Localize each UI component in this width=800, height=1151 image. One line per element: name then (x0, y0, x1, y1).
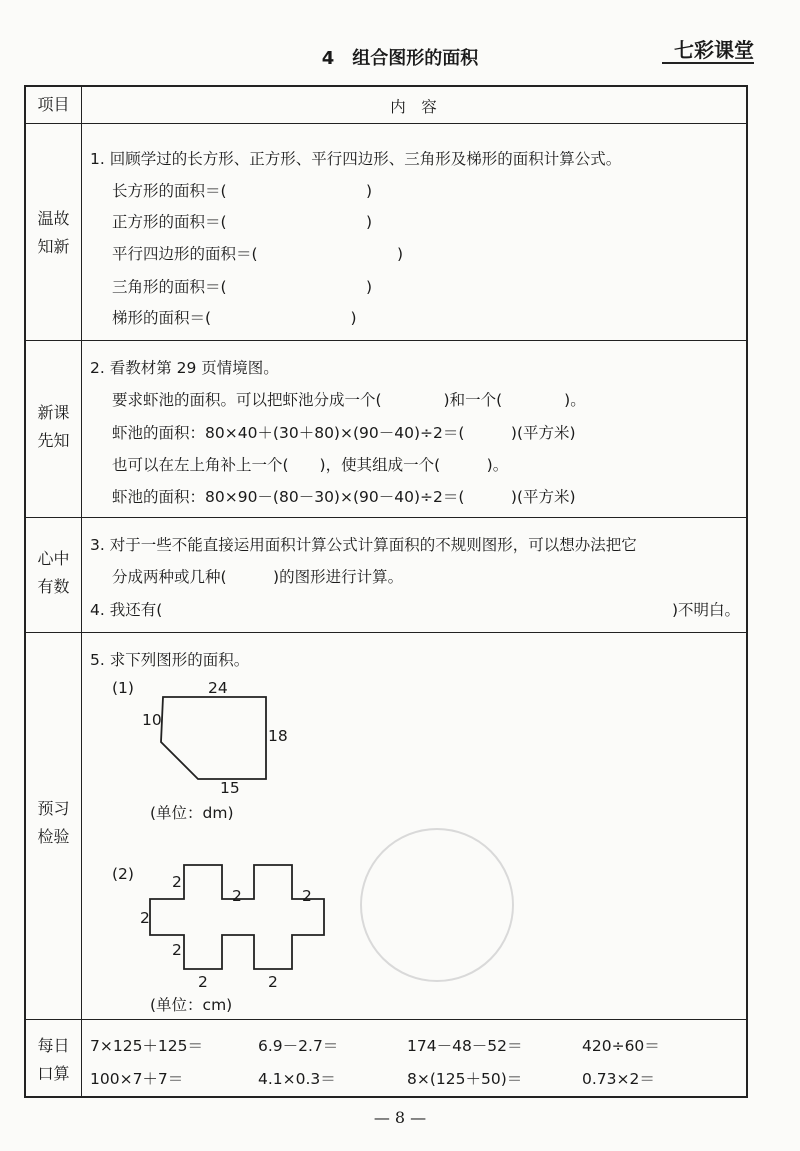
figure2-unit: (单位：cm) (150, 996, 233, 1014)
mind-line: 分成两种或几种( )的图形进行计算。 (112, 568, 404, 586)
figure1-bottom-length: 15 (220, 779, 240, 797)
header-content-label: 内 容 (390, 98, 437, 116)
page-number: — 8 — (373, 1108, 427, 1127)
figure2-dim-label: 2 (172, 873, 182, 891)
trapezoid-area-formula: 梯形的面积＝( ) (112, 309, 357, 327)
figure2-dim-label: 2 (268, 973, 278, 991)
figure2-dim-label: 2 (198, 973, 208, 991)
new-lesson-line: 也可以在左上角补上一个( )，使其组成一个( )。 (112, 456, 509, 474)
row-divider (26, 123, 746, 124)
daily-calc: 6.9－2.7＝ (258, 1037, 339, 1055)
new-lesson-line: 虾池的面积：80×90－(80－30)×(90－40)÷2＝( )(平方米) (112, 488, 576, 506)
figure1-right-length: 18 (268, 727, 288, 745)
review-label: 温故 知新 (37, 209, 70, 256)
figure1-top-length: 24 (208, 679, 228, 697)
row-divider (26, 632, 746, 633)
daily-calc: 420÷60＝ (582, 1037, 660, 1055)
parallelogram-area-formula: 平行四边形的面积＝( ) (112, 245, 404, 263)
figure1-left-length: 10 (142, 711, 162, 729)
review-question: 1. 回顾学过的长方形、正方形、平行四边形、三角形及梯形的面积计算公式。 (90, 150, 622, 168)
daily-calc: 4.1×0.3＝ (258, 1070, 336, 1088)
new-lesson-question: 2. 看教材第 29 页情境图。 (90, 359, 279, 377)
mind-question: 3. 对于一些不能直接运用面积计算公式计算面积的不规则图形，可以想办法把它 (90, 536, 637, 554)
row-divider (26, 517, 746, 518)
row-divider (26, 340, 746, 341)
daily-calc: 8×(125＋50)＝ (407, 1070, 523, 1088)
mind-question-4-end: )不明白。 (671, 601, 740, 619)
brand-underline (662, 62, 754, 64)
new-lesson-label: 新课 先知 (37, 403, 70, 450)
figure1-shape (126, 685, 306, 805)
check-label: 预习 检验 (37, 799, 70, 846)
figure1-unit: (单位：dm) (150, 804, 234, 822)
watermark-seal (360, 828, 514, 982)
figure2-dim-label: 2 (302, 887, 312, 905)
daily-calc: 100×7＋7＝ (90, 1070, 184, 1088)
figure1-tag: (1) (112, 679, 134, 697)
row-divider (26, 1019, 746, 1020)
new-lesson-line: 虾池的面积：80×40＋(30＋80)×(90－40)÷2＝( )(平方米) (112, 424, 576, 442)
page-title: 4 组合图形的面积 (321, 48, 479, 69)
brand-logo: 七彩课堂 (674, 38, 754, 62)
header-item-label: 项目 (37, 95, 70, 114)
figure2-tag: (2) (112, 865, 134, 883)
column-divider (81, 87, 82, 1096)
daily-calc: 0.73×2＝ (582, 1070, 655, 1088)
figure2-dim-label: 2 (232, 887, 242, 905)
figure2-dim-label: 2 (172, 941, 182, 959)
square-area-formula: 正方形的面积＝( ) (112, 213, 373, 231)
daily-calc: 7×125＋125＝ (90, 1037, 204, 1055)
new-lesson-line: 要求虾池的面积。可以把虾池分成一个( )和一个( )。 (112, 391, 586, 409)
check-question: 5. 求下列图形的面积。 (90, 651, 250, 669)
daily-label: 每日 口算 (37, 1036, 70, 1083)
figure2-dim-label: 2 (140, 909, 150, 927)
mind-label: 心中 有数 (37, 549, 70, 596)
daily-calc: 174－48－52＝ (407, 1037, 523, 1055)
triangle-area-formula: 三角形的面积＝( ) (112, 278, 373, 296)
mind-question-4: 4. 我还有( (90, 601, 163, 619)
rectangle-area-formula: 长方形的面积＝( ) (112, 182, 373, 200)
